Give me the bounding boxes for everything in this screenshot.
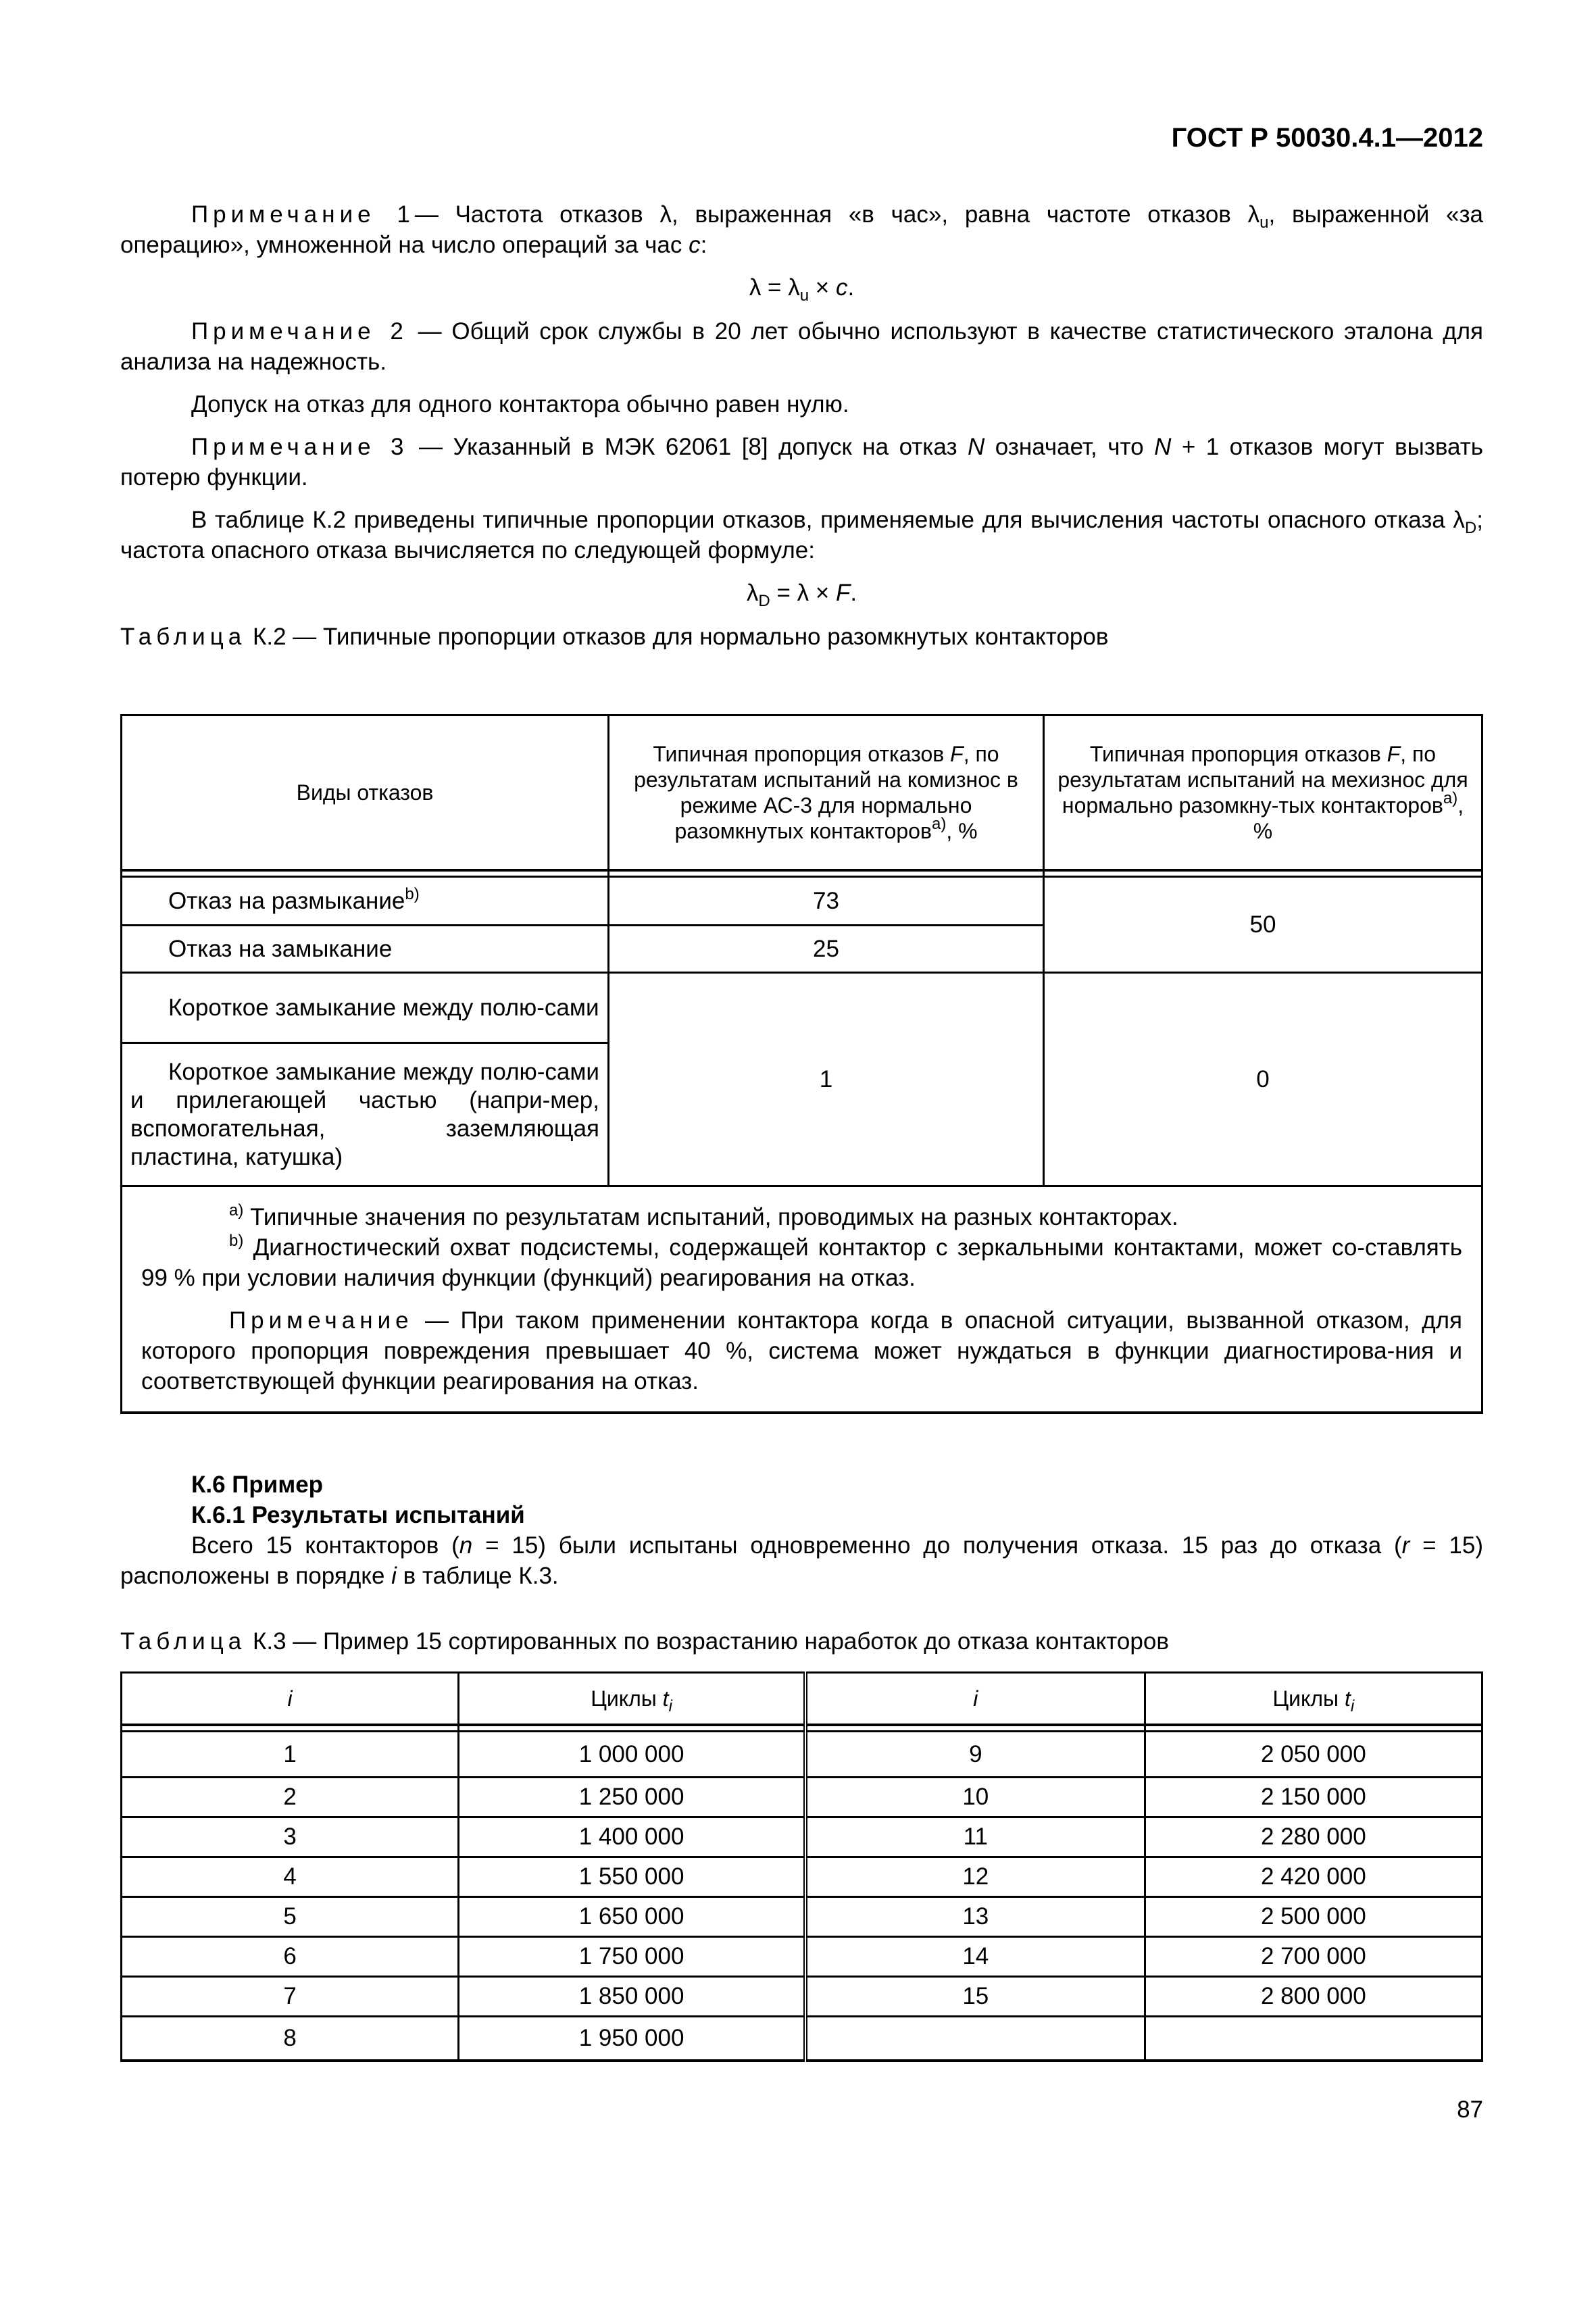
subsection-title: К.6.1 Результаты испытаний [191, 1502, 525, 1528]
paragraph-tolerance: Допуск на отказ для одного контактора обычно равен нулю. [191, 391, 849, 418]
table-row: Короткое замыкание между полю-сами 1 0 [122, 973, 1482, 1043]
page-number: 87 [1457, 2096, 1483, 2123]
table-row: 7 1 850 000 15 2 800 000 [122, 1977, 1482, 2017]
merged-ac3-short: 1 [609, 973, 1044, 1186]
table-row: Короткое замыкание между полю-сами и прилегающей частью (напри-мер, вспомогательная, заземляющая пластина, катушка) [122, 1043, 1482, 1186]
table-k3-caption: Таблица К.3 — Пример 15 сортированных по возрастанию наработок до отказа контакторов [120, 1628, 1169, 1655]
table-header-row: i Циклы $t_i$ i Циклы $t_i$ [122, 1673, 1482, 1726]
table-note: Примечание — При таком применении контактора когда в опасной ситуации, вызванной отказом, для которого пропорция повреждения превышает 40 %, система может нуждаться в функции диагностирова-ния и соответствующей функции реагирования на отказ. [141, 1307, 1462, 1394]
table-footnotes [122, 1186, 1482, 1413]
footnote-b: $^{b)}$ Диагностический охват подсистемы, содержащей контактор с зеркальными контактами, может со-ставлять 99 % при условии наличия функции (функций) реагирования на отказ. [141, 1232, 1462, 1291]
table-row: 4 1 550 000 12 2 420 000 [122, 1857, 1482, 1897]
note-1-label: Примечание 1 [191, 201, 415, 228]
table-row: Отказ на размыкание$^{b)}$ 73 50 [122, 877, 1482, 926]
note-1: Примечание 1— Частота отказов λ, выраженная «в час», равна частоте отказов $\lambda_u$, выраженной «за операцию», умноженной на число операций за час c: [120, 201, 1483, 258]
table-row: 3 1 400 000 11 2 280 000 [122, 1817, 1482, 1857]
section-k6 [120, 1469, 1483, 1657]
table-k2 [120, 714, 1483, 1414]
table-row: 2 1 250 000 10 2 150 000 [122, 1778, 1482, 1817]
header-mechanical: Типичная пропорция отказов F, по результатам испытаний на мехизнос для нормально разомкну-тых контакторов$^{a)}$, % [1044, 715, 1482, 871]
header-failure-types: Виды отказов [122, 715, 609, 871]
body-text [120, 199, 1483, 652]
section-paragraph: Всего 15 контакторов (n = 15) были испытаны одновременно до получения отказа. 15 раз до отказа (r = 15) расположены в порядке i в таблице К.3. [120, 1532, 1483, 1589]
footnote-a: $^{a)}$ Типичные значения по результатам испытаний, проводимых на разных контакторах. [229, 1201, 1178, 1230]
table-row: 1 1 000 000 9 2 050 000 [122, 1732, 1482, 1778]
document-header: ГОСТ Р 50030.4.1—2012 [1171, 123, 1483, 153]
table-k3 [120, 1671, 1483, 2062]
note-3: Примечание 3 — Указанный в МЭК 62061 [8] допуск на отказ N означает, что N + 1 отказов могут вызвать потерю функции. [120, 434, 1483, 491]
note-2: Примечание 2 — Общий срок службы в 20 лет обычно используют в качестве статистического эталона для анализа на надежность. [120, 318, 1483, 375]
paragraph-table-reference: В таблице К.2 приведены типичные пропорции отказов, применяемые для вычисления частоты опасного отказа $\lambda_D$; частота опасного отказа вычисляется по следующей формуле: [120, 507, 1483, 563]
table-row: 6 1 750 000 14 2 700 000 [122, 1937, 1482, 1977]
table-row: 8 1 950 000 [122, 2017, 1482, 2061]
formula-lambda: $\lambda = \lambda_u \times c$. [749, 274, 855, 305]
header-ac3: Типичная пропорция отказов F, по результатам испытаний на комизнос в режиме АС-3 для нормально разомкнутых контакторов$^{a)}$, % [609, 715, 1044, 871]
table-k2-caption: Таблица К.2 — Типичные пропорции отказов для нормально разомкнутых контакторов [120, 624, 1109, 650]
formula-lambda-d: $\lambda_D = \lambda \times F$. [746, 580, 857, 610]
table-row: Отказ на замыкание 25 [122, 926, 1482, 973]
table-row: 5 1 650 000 13 2 500 000 [122, 1897, 1482, 1937]
merged-mech-value: 50 [1044, 877, 1482, 973]
section-title: К.6 Пример [191, 1472, 324, 1498]
table-header-row [122, 715, 1482, 871]
merged-mech-short: 0 [1044, 973, 1482, 1186]
